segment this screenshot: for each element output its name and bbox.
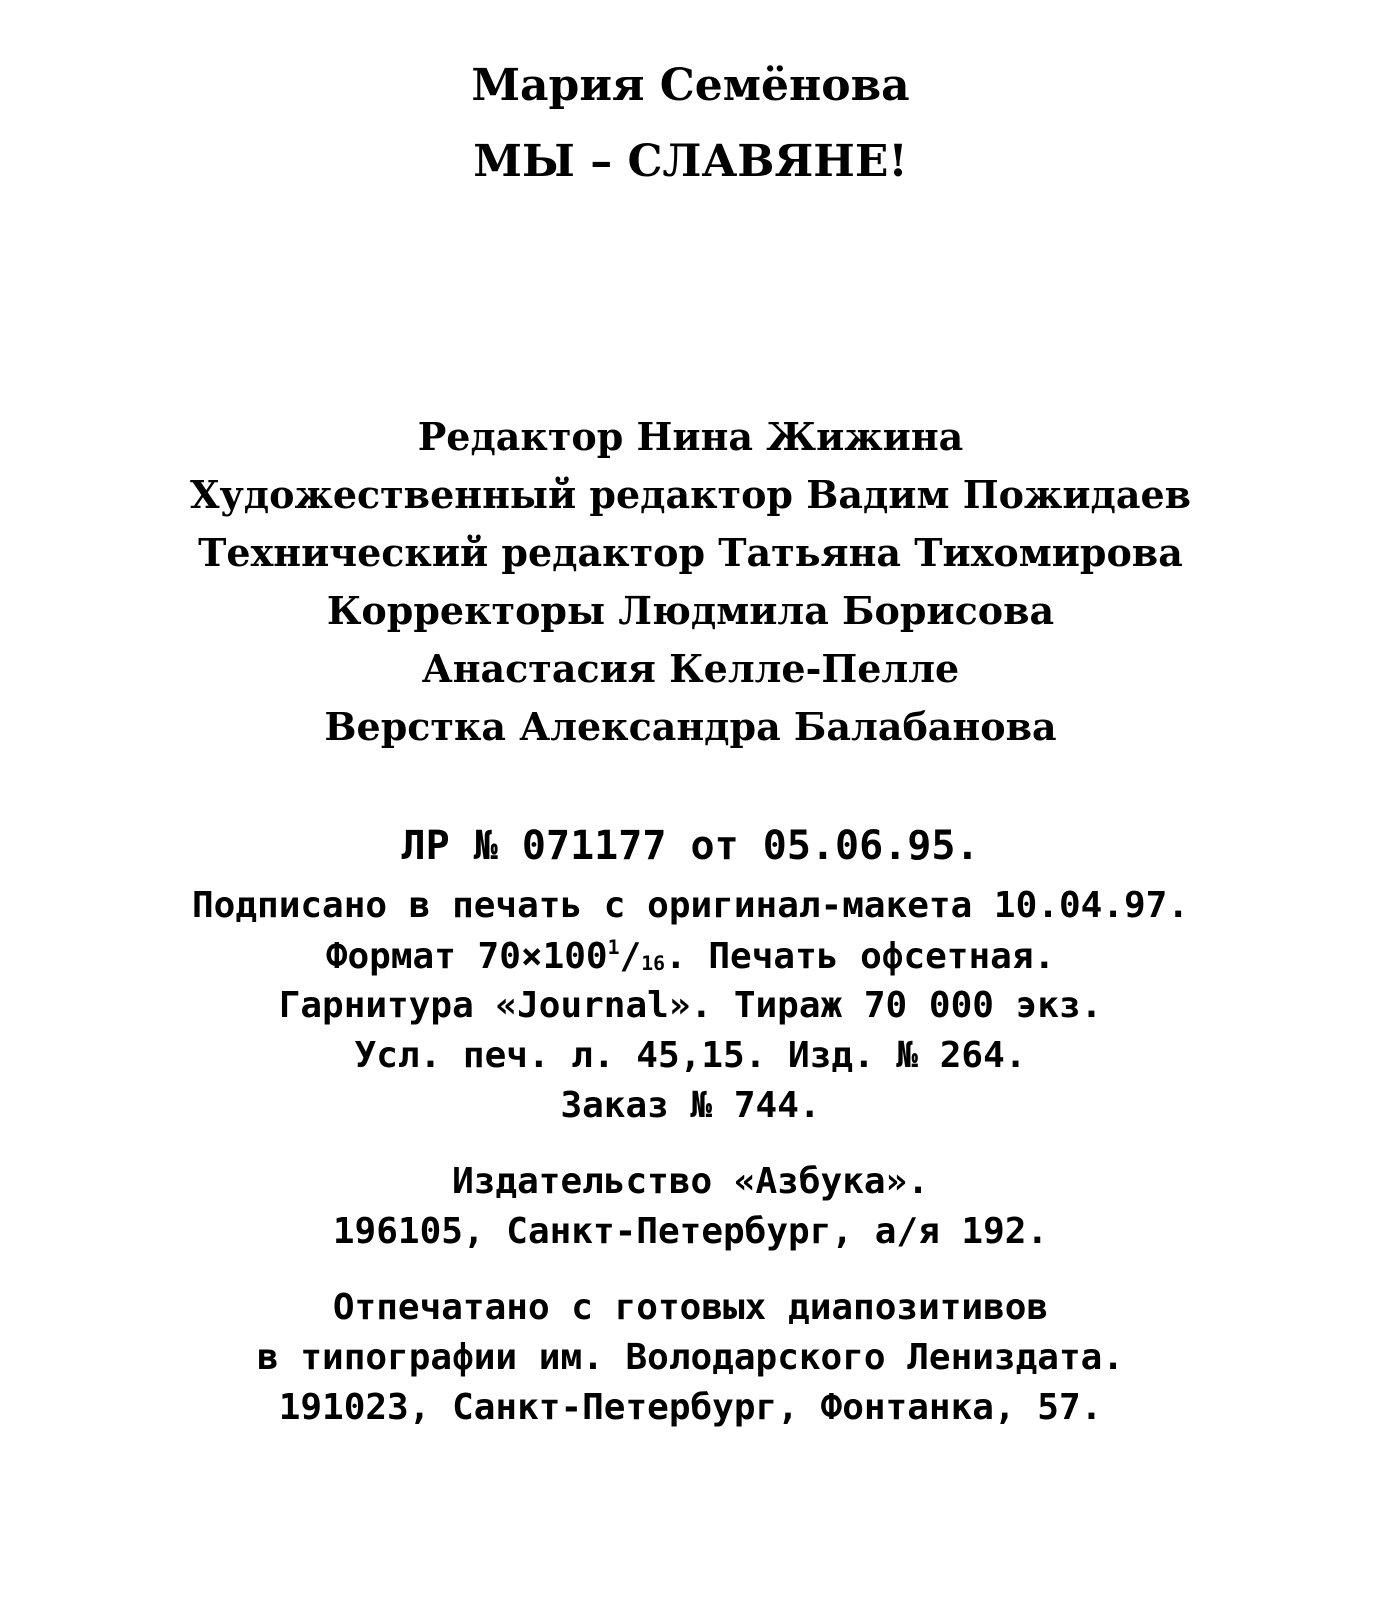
publisher-name: Издательство «Азбука».	[452, 1161, 929, 1202]
printed-sheets: Усл. печ. л. 45,15. Изд. № 264.	[354, 1035, 1027, 1076]
format-prefix: Формат 70×100	[325, 935, 608, 977]
format-line	[0, 935, 1381, 977]
credit-tech-editor: Технический редактор Татьяна Тихомирова	[198, 530, 1183, 575]
printer-line-1: Отпечатано с готовых диапозитивов	[332, 1287, 1049, 1328]
format-fraction-denominator: 16	[641, 951, 666, 975]
signed-to-print: Подписано в печать с оригинал-макета 10.04.97.	[192, 885, 1189, 926]
order-number: Заказ № 744.	[560, 1085, 821, 1126]
format-suffix: . Печать офсетная.	[665, 935, 1056, 977]
book-title: МЫ – СЛАВЯНЕ!	[473, 136, 908, 187]
printer-line-2: в типографии им. Володарского Лениздата.	[257, 1337, 1124, 1378]
format-fraction-slash: /	[619, 935, 642, 977]
credit-layout: Верстка Александра Балабанова	[324, 704, 1057, 749]
license-number: ЛР № 071177 от 05.06.95.	[401, 823, 980, 869]
typeface-circulation: Гарнитура «Journal». Тираж 70 000 экз.	[278, 985, 1103, 1026]
author-name: Мария Семёнова	[471, 60, 910, 111]
publisher-address: 196105, Санкт-Петербург, а/я 192.	[332, 1211, 1049, 1252]
printer-address: 191023, Санкт-Петербург, Фонтанка, 57.	[278, 1387, 1103, 1428]
credit-art-editor: Художественный редактор Вадим Пожидаев	[189, 472, 1192, 517]
credit-editor: Редактор Нина Жижина	[417, 414, 964, 459]
credit-proofreaders: Корректоры Людмила Борисова	[326, 588, 1055, 633]
credit-proofreader-2: Анастасия Келле-Пелле	[421, 646, 960, 691]
format-fraction-numerator: 1	[607, 936, 620, 959]
